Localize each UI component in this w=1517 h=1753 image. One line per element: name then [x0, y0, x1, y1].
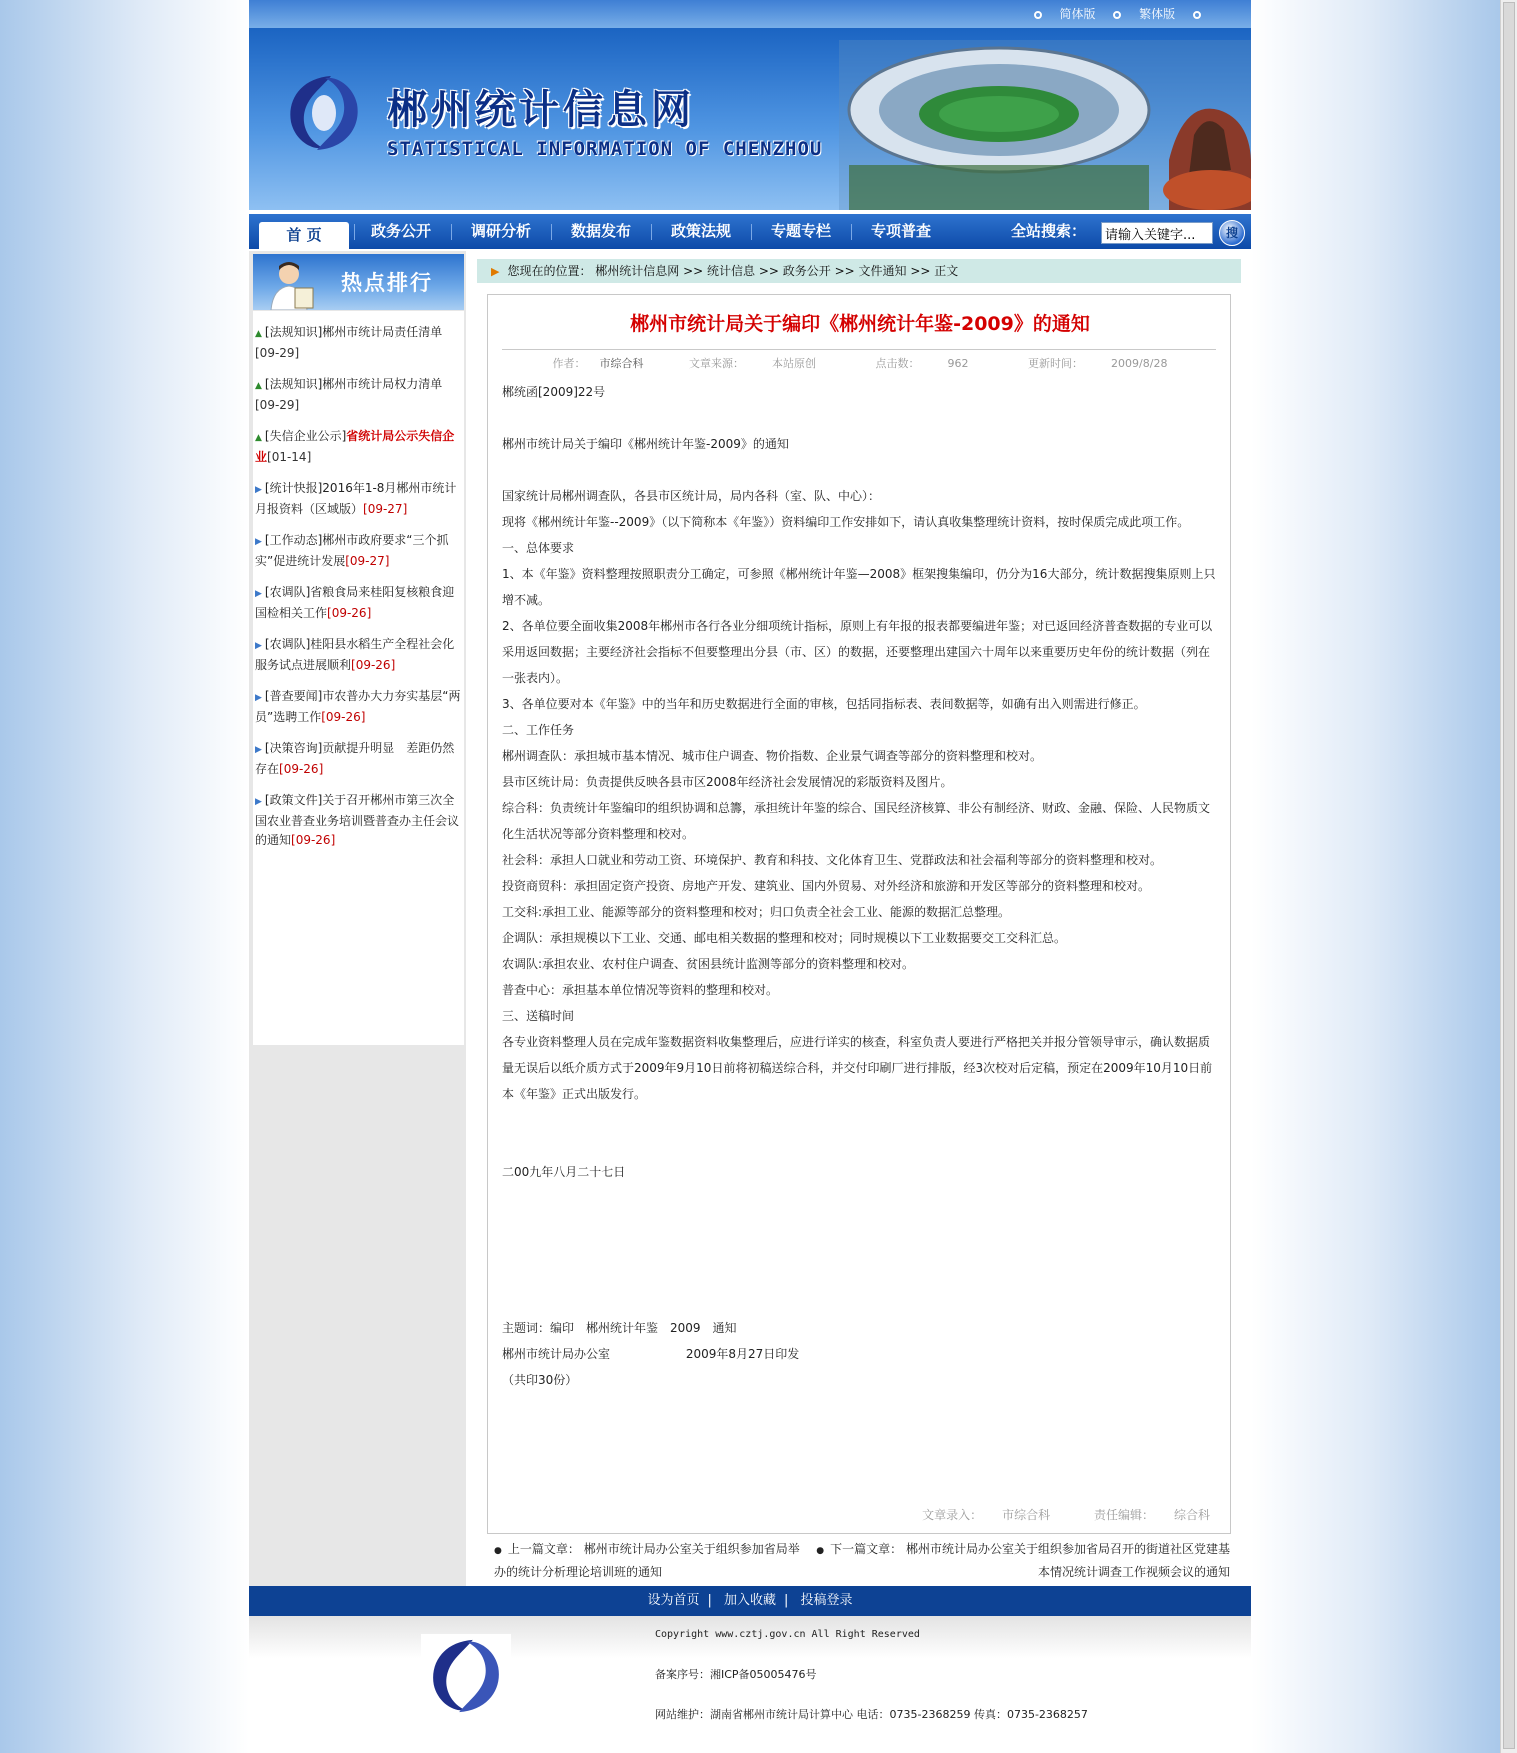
article-paragraph: 1、本《年鉴》资料整理按照职责分工确定，可参照《郴州统计年鉴—2008》框架搜集编印，仍分为16大部分，统计数据搜集原则上只增不减。: [502, 567, 1216, 607]
article-paragraph: 郴州调查队：承担城市基本情况、城市住户调查、物价指数、企业景气调查等部分的资料整理和校对。: [502, 749, 1043, 763]
article-paragraph: 3、各单位要对本《年鉴》中的当年和历史数据进行全面的审核，包括同指标表、表间数据等，如确有出入则需进行修正。: [502, 697, 1146, 711]
item-date: [09-26]: [291, 833, 336, 847]
hot-list-item[interactable]: [253, 739, 464, 779]
triangle-icon: ▶: [255, 641, 262, 651]
article-paragraph: 主题词：编印 郴州统计年鉴 2009 通知: [502, 1321, 737, 1335]
item-date: [09-26]: [327, 606, 372, 620]
article-paragraph: 现将《郴州统计年鉴--2009》（以下简称本《年鉴》）资料编印工作安排如下，请认真收集整理统计资料，按时保质完成此项工作。: [502, 515, 1190, 529]
up-arrow-icon: ▲: [255, 433, 262, 443]
source: 本站原创: [772, 357, 817, 370]
hot-ranking-header: [253, 254, 464, 310]
entry-by: 市综合科: [1002, 1508, 1051, 1522]
nav-research[interactable]: 调研分析: [470, 222, 531, 240]
click-count: 962: [947, 357, 969, 370]
submit-login-link[interactable]: 投稿登录: [800, 1593, 853, 1608]
site-title: 郴州统计信息网: [387, 86, 695, 133]
article-paragraph: 农调队:承担农业、农村住户调查、贫困县统计监测等部分的资料整理和校对。: [502, 957, 915, 971]
traditional-link[interactable]: 繁体版: [1139, 7, 1176, 21]
item-date: [09-26]: [351, 658, 396, 672]
simplified-link[interactable]: 简体版: [1059, 7, 1096, 21]
article-meta: 作者： 市综合科 文章来源： 本站原创 点击数： 962 更新时间： 2009/8/28: [552, 357, 1168, 370]
breadcrumb-text[interactable]: 您现在的位置： 郴州统计信息网 >> 统计信息 >> 政务公开 >> 文件通知 >> 正文: [507, 264, 959, 278]
stadium-image: [839, 40, 1251, 210]
article-paragraph: 企调队：承担规模以下工业、交通、邮电相关数据的整理和校对；同时规模以下工业数据要交工交科汇总。: [502, 931, 1067, 945]
item-title[interactable]: 郴州市政府要求“三个抓实”促进统计发展: [255, 533, 449, 568]
site-logo: [281, 70, 367, 156]
search-button[interactable]: 搜: [1219, 220, 1245, 246]
article-paragraph: 二00九年八月二十七日: [502, 1165, 626, 1179]
triangle-icon: ▶: [255, 797, 262, 807]
editor: 综合科: [1173, 1508, 1210, 1522]
maintainer-info: 网站维护：湖南省郴州市统计局计算中心 电话：0735-2368259 传真：0735-2368257: [655, 1708, 1088, 1721]
footer-logo: [421, 1634, 511, 1718]
site-banner: [249, 28, 1251, 210]
article-paragraph: [502, 405, 1218, 431]
item-category: [决策咨询]: [264, 741, 323, 755]
scrollbar-thumb[interactable]: [1503, 2, 1515, 1749]
bullet-icon: [1113, 11, 1121, 19]
sidebar: [249, 251, 466, 1586]
article-paragraph: 郴州市统计局关于编印《郴州统计年鉴-2009》的通知: [502, 437, 789, 451]
article-paragraph: 二、工作任务: [502, 723, 575, 737]
item-category: [失信企业公示]: [264, 429, 347, 443]
article-paragraph: 郴州市统计局办公室 2009年8月27日印发: [502, 1347, 800, 1361]
item-title[interactable]: 郴州市统计局责任清单: [322, 325, 443, 339]
article-paragraph: [502, 1289, 1218, 1315]
next-article[interactable]: ● 下一篇文章： 郴州市统计局办公室关于组织参加省局召开的街道社区党建基本情况统计调查工作视频会议的通知: [816, 1542, 1230, 1579]
copyright: Copyright www.cztj.gov.cn All Right Reserved: [655, 1629, 920, 1640]
article-paragraph: [502, 1237, 1218, 1263]
search-label: 全站搜索：: [1011, 222, 1087, 240]
up-arrow-icon: ▲: [255, 381, 262, 391]
article-paragraph: 投资商贸科：承担固定资产投资、房地产开发、建筑业、国内外贸易、对外经济和旅游和开发区等部分的资料整理和校对。: [502, 879, 1151, 893]
article-paragraph: [502, 1211, 1218, 1237]
nav-data-release[interactable]: 数据发布: [570, 222, 631, 240]
item-category: [农调队]: [264, 585, 311, 599]
triangle-icon: ▶: [255, 693, 262, 703]
prev-article-link[interactable]: 郴州市统计局办公室关于组织参加省局举办的统计分析理论培训班的通知: [494, 1542, 800, 1579]
hot-list-item[interactable]: [253, 323, 464, 363]
nav-policy[interactable]: 政策法规: [670, 222, 731, 240]
person-icon: [267, 258, 317, 310]
site-footer: [249, 1616, 1251, 1737]
item-title[interactable]: 桂阳县水稻生产全程社会化服务试点进展顺利: [255, 637, 455, 672]
nav-census[interactable]: 专项普查: [870, 222, 931, 240]
site-title-en: STATISTICAL INFORMATION OF CHENZHOU: [387, 138, 823, 160]
bullet-icon: [1193, 11, 1201, 19]
article-paragraph: 县市区统计局：负责提供反映各县市区2008年经济社会发展情况的彩版资料及图片。: [502, 775, 953, 789]
item-title[interactable]: 郴州市统计局权力清单: [322, 377, 443, 391]
bullet-icon: ●: [816, 1546, 825, 1556]
top-bar: [249, 0, 1251, 28]
vertical-scrollbar[interactable]: [1500, 0, 1517, 1753]
bullet-icon: [1034, 11, 1042, 19]
article-title: 郴州市统计局关于编印《郴州统计年鉴-2009》的通知: [630, 313, 1090, 335]
item-title[interactable]: 关于召开郴州市第三次全国农业普查业务培训暨普查办主任会议的通知: [255, 793, 460, 847]
bullet-icon: ●: [494, 1546, 502, 1556]
icp-number: 备案序号：湘ICP备05005476号: [655, 1668, 817, 1681]
item-category: [工作动态]: [264, 533, 323, 547]
arrow-icon: ▶: [491, 265, 500, 278]
item-title[interactable]: 省统计局公示失信企业: [255, 429, 455, 464]
article-body: [502, 379, 1218, 1393]
item-date: [09-26]: [279, 762, 324, 776]
hot-list-item[interactable]: [253, 427, 464, 467]
divider: [502, 349, 1216, 350]
nav-special-topics[interactable]: 专题专栏: [770, 222, 831, 240]
article-paragraph: 国家统计局郴州调查队，各县市区统计局，局内各科（室、队、中心）：: [502, 489, 881, 503]
item-category: [普查要闻]: [264, 689, 323, 703]
next-article-link[interactable]: 郴州市统计局办公室关于组织参加省局召开的街道社区党建基本情况统计调查工作视频会议的通知: [905, 1542, 1230, 1579]
item-category: [法规知识]: [264, 325, 323, 339]
hot-list: [253, 311, 464, 1045]
article-paragraph: [502, 457, 1218, 483]
item-title[interactable]: 贡献提升明显 差距仍然存在: [255, 741, 455, 776]
article-footer-meta: 文章录入： 市综合科 责任编辑： 综合科: [922, 1508, 1210, 1522]
add-favorite-link[interactable]: 加入收藏: [723, 1593, 776, 1608]
article-paragraph: [502, 1185, 1218, 1211]
nav-home[interactable]: 首 页: [259, 222, 349, 249]
item-title[interactable]: 市农普办大力夯实基层“两员”选聘工作: [255, 689, 461, 724]
article-paragraph: 各专业资料整理人员在完成年鉴数据资料收集整理后，应进行详实的核查，科室负责人要进行严格把关并报分管领导审示，确认数据质量无误后以纸介质方式于2009年9月10日前将初稿送综合科，并交付印刷厂进行排版，经3次校对后定稿，预定在2009年10月10日前本《年鉴》正式出版发行。: [502, 1035, 1213, 1101]
article-paragraph: （共印30份）: [502, 1373, 578, 1387]
item-title[interactable]: 2016年1-8月郴州市统计月报资料（区域版）: [255, 481, 457, 516]
triangle-icon: ▶: [255, 485, 262, 495]
nav-government-affairs[interactable]: 政务公开: [370, 222, 431, 240]
item-date: [09-29]: [255, 398, 300, 412]
item-category: [农调队]: [264, 637, 311, 651]
search-input[interactable]: [1101, 222, 1213, 244]
item-date: [09-27]: [363, 502, 408, 516]
article-paragraph: 郴统函[2009]22号: [502, 385, 606, 399]
hot-list-item[interactable]: [253, 531, 464, 571]
item-category: [政策文件]: [264, 793, 323, 807]
hot-list-item[interactable]: [253, 687, 464, 727]
hot-list-item[interactable]: [253, 375, 464, 415]
article-paragraph: 综合科：负责统计年鉴编印的组织协调和总籌，承担统计年鉴的综合、国民经济核算、非公有制经济、财政、金融、保险、人民物质文化生活状况等部分资料整理和校对。: [502, 801, 1211, 841]
article-paragraph: [502, 1133, 1218, 1159]
up-arrow-icon: ▲: [255, 329, 262, 339]
article-paragraph: 2、各单位要全面收集2008年郴州市各行各业分细项统计指标，原则上有年报的报表都要编进年鉴；对已返回经济普查数据的专业可以采用返回数据；主要经济社会指标不但要整理出分县（市、区）的数据，还要整理出建国六十周年以来重要历史年份的统计数据（列在一张表内）。: [502, 619, 1213, 685]
set-homepage-link[interactable]: 设为首页: [647, 1593, 700, 1608]
article-paragraph: 一、总体要求: [502, 541, 575, 555]
item-title[interactable]: 省粮食局来桂阳复核粮食迎国检相关工作: [255, 585, 455, 620]
item-date: [01-14]: [267, 450, 312, 464]
article-paragraph: 三、送稿时间: [502, 1009, 575, 1023]
footer-links-bar: 设为首页 | 加入收藏 | 投稿登录: [249, 1586, 1251, 1616]
prev-article[interactable]: ● 上一篇文章： 郴州市统计局办公室关于组织参加省局举办的统计分析理论培训班的通知: [494, 1542, 800, 1579]
triangle-icon: ▶: [255, 537, 262, 547]
item-category: [统计快报]: [264, 481, 323, 495]
article-paragraph: 工交科:承担工业、能源等部分的资料整理和校对；归口负责全社会工业、能源的数据汇总整理。: [502, 905, 1011, 919]
item-date: [09-26]: [321, 710, 366, 724]
item-category: [法规知识]: [264, 377, 323, 391]
article-paragraph: [502, 1263, 1218, 1289]
update-time: 2009/8/28: [1111, 357, 1168, 370]
item-date: [09-29]: [255, 346, 300, 360]
breadcrumb: [477, 259, 1241, 283]
hot-ranking-title: 热点排行: [341, 271, 433, 295]
hot-list-item[interactable]: [253, 583, 464, 623]
main-nav: [249, 214, 1251, 249]
author: 市综合科: [599, 357, 644, 370]
item-date: [09-27]: [345, 554, 390, 568]
article-panel: [487, 294, 1231, 1534]
hot-list-item[interactable]: [253, 479, 464, 519]
triangle-icon: ▶: [255, 745, 262, 755]
article-paragraph: [502, 1107, 1218, 1133]
triangle-icon: ▶: [255, 589, 262, 599]
article-paragraph: 社会科：承担人口就业和劳动工资、环境保护、教育和科技、文化体育卫生、党群政法和社会福利等部分的资料整理和校对。: [502, 853, 1163, 867]
hot-list-item[interactable]: [253, 791, 464, 850]
article-paragraph: 普查中心：承担基本单位情况等资料的整理和校对。: [502, 983, 779, 997]
hot-list-item[interactable]: [253, 635, 464, 675]
page-wrapper: [249, 0, 1251, 1737]
